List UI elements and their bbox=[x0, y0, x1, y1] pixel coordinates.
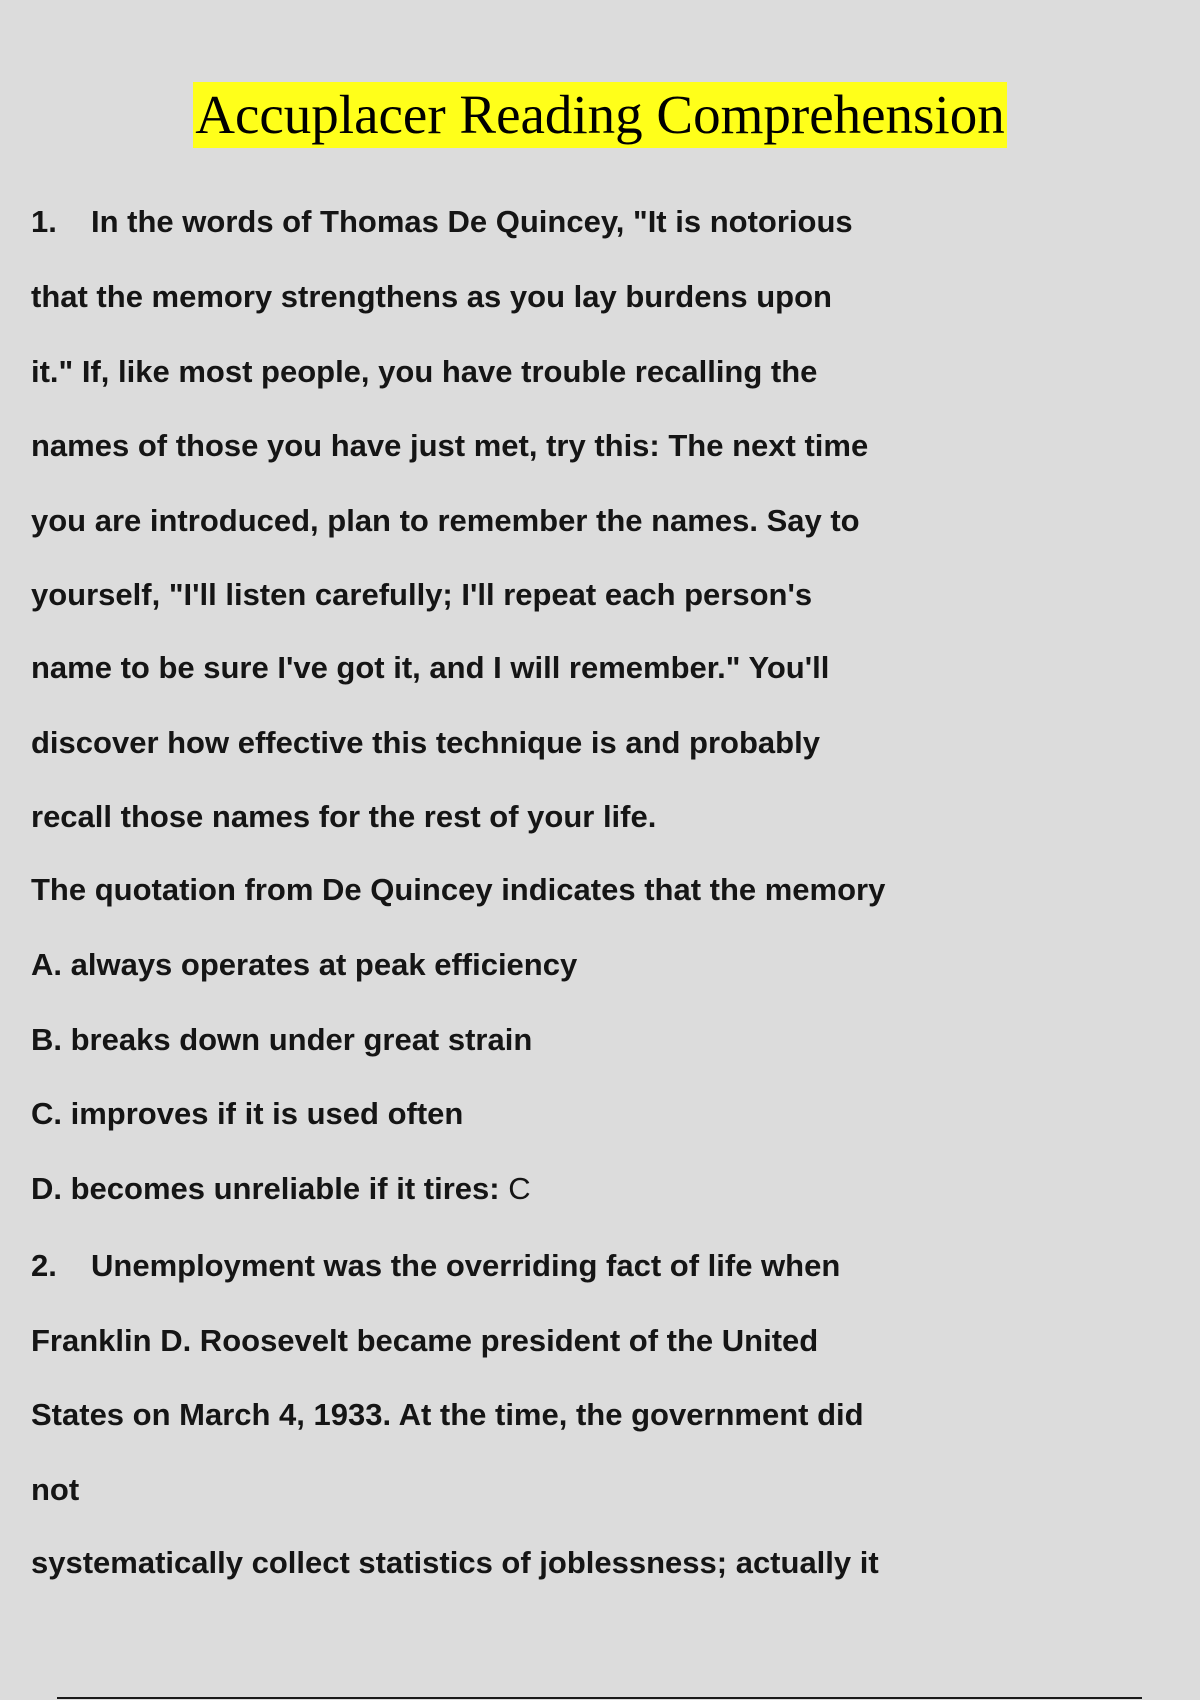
question-2-passage-line: Unemployment was the overriding fact of life when bbox=[91, 1248, 841, 1283]
question-1-option-d: D. becomes unreliable if it tires: bbox=[31, 1171, 500, 1206]
question-2-passage-line: Franklin D. Roosevelt became president of the United bbox=[31, 1323, 819, 1358]
question-1-passage-line: that the memory strengthens as you lay burdens upon bbox=[31, 279, 832, 314]
question-2-passage-line: systematically collect statistics of joblessness; actually it bbox=[31, 1545, 879, 1580]
question-1-passage-line: In the words of Thomas De Quincey, "It is notorious bbox=[91, 204, 853, 239]
question-1-option-a: A. always operates at peak efficiency bbox=[31, 947, 578, 982]
footer-rule bbox=[57, 1697, 1142, 1699]
question-1-line-1 bbox=[31, 202, 853, 242]
question-2-passage-line: not bbox=[31, 1472, 80, 1507]
question-1-passage-line: yourself, "I'll listen carefully; I'll repeat each person's bbox=[31, 577, 813, 612]
question-1-passage-line: discover how effective this technique is and probably bbox=[31, 725, 820, 760]
question-1-number: 1. bbox=[31, 204, 57, 239]
document-title: Accuplacer Reading Comprehension bbox=[193, 82, 1006, 148]
question-2-line-1 bbox=[31, 1246, 840, 1286]
question-1-answer: C bbox=[508, 1171, 531, 1206]
title-container bbox=[0, 82, 1200, 148]
question-2-number: 2. bbox=[31, 1248, 57, 1283]
question-1-passage-line: it." If, like most people, you have trouble recalling the bbox=[31, 354, 818, 389]
question-2-passage-line: States on March 4, 1933. At the time, the government did bbox=[31, 1397, 864, 1432]
question-1-option-d-line bbox=[31, 1169, 531, 1209]
question-1-option-b: B. breaks down under great strain bbox=[31, 1022, 533, 1057]
question-1-passage-line: name to be sure I've got it, and I will remember." You'll bbox=[31, 650, 830, 685]
question-1-passage-line: you are introduced, plan to remember the names. Say to bbox=[31, 503, 860, 538]
question-1-passage-line: recall those names for the rest of your life. bbox=[31, 799, 657, 834]
question-1-option-c: C. improves if it is used often bbox=[31, 1096, 464, 1131]
question-1-passage-line: names of those you have just met, try this: The next time bbox=[31, 428, 869, 463]
question-1-prompt: The quotation from De Quincey indicates that the memory bbox=[31, 872, 886, 907]
